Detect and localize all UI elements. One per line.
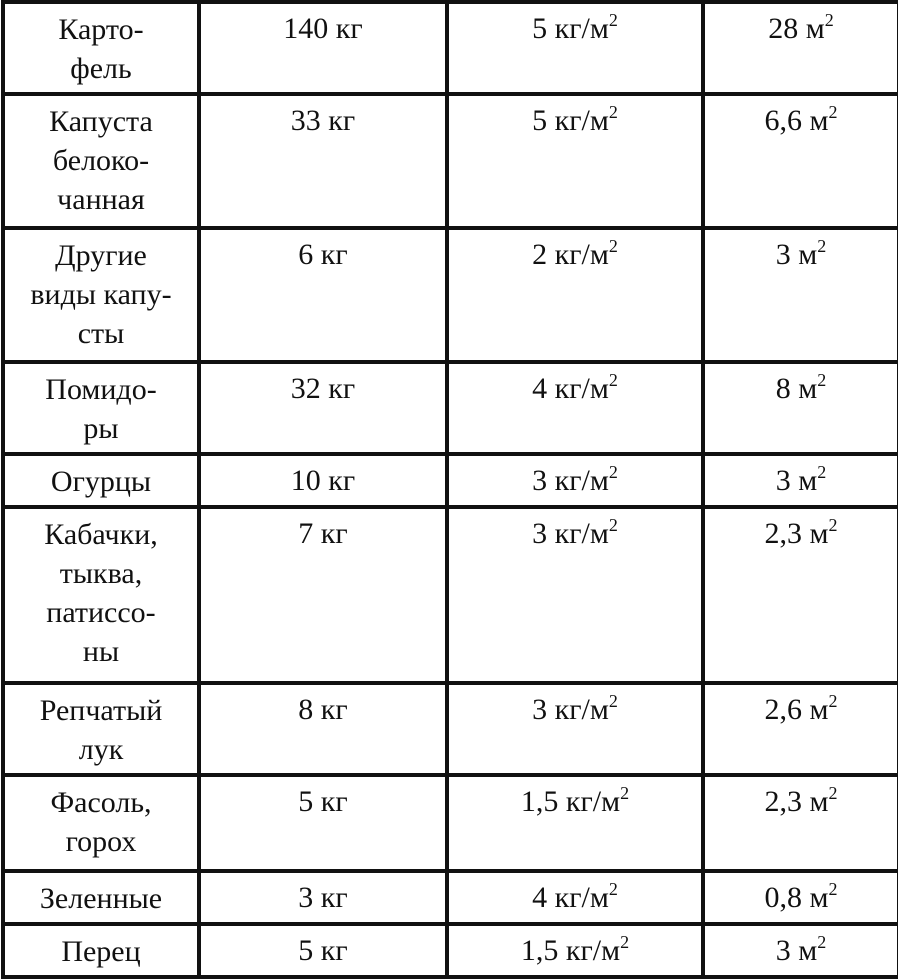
crop-name-cell [3, 871, 199, 924]
amount-value: 6 кг [298, 238, 348, 271]
amount-value: 5 кг [298, 785, 348, 818]
yield-exponent: 2 [608, 515, 618, 535]
crop-name-line: патиссо- [46, 596, 156, 629]
crop-name-line: тыква, [59, 557, 143, 590]
crop-name-cell [3, 924, 199, 977]
area-cell [703, 924, 898, 977]
yield-value: 5 кг/м [532, 104, 609, 137]
area-value: 2,3 м [764, 517, 829, 550]
area-value: 0,8 м [764, 881, 829, 914]
table-row [3, 2, 898, 94]
area-cell [703, 94, 898, 228]
area-exponent: 2 [817, 370, 827, 390]
area-cell [703, 683, 898, 775]
amount-cell [199, 94, 447, 228]
crop-name-line: Фасоль, [50, 786, 152, 819]
yield-value: 3 кг/м [532, 517, 609, 550]
area-value: 2,3 м [764, 785, 829, 818]
area-cell [703, 228, 898, 362]
table-row [3, 683, 898, 775]
area-exponent: 2 [828, 783, 838, 803]
area-exponent: 2 [828, 691, 838, 711]
area-exponent: 2 [817, 462, 827, 482]
amount-value: 8 кг [298, 693, 348, 726]
amount-value: 3 кг [298, 881, 348, 914]
yield-exponent: 2 [608, 879, 618, 899]
amount-cell [199, 507, 447, 683]
crop-name-cell [3, 362, 199, 454]
amount-value: 33 кг [290, 104, 356, 137]
yield-exponent: 2 [608, 691, 618, 711]
crop-name-cell [3, 454, 199, 507]
crop-name-line: Репчатый [39, 694, 163, 727]
amount-cell [199, 871, 447, 924]
yield-exponent: 2 [620, 783, 630, 803]
amount-value: 10 кг [290, 464, 356, 497]
yield-value: 4 кг/м [532, 881, 609, 914]
area-cell [703, 507, 898, 683]
crop-name-line: виды капу- [30, 278, 172, 311]
table-row [3, 94, 898, 228]
amount-cell [199, 2, 447, 94]
crop-name-line: Кабачки, [44, 518, 158, 551]
area-value: 2,6 м [764, 693, 829, 726]
amount-value: 32 кг [290, 372, 356, 405]
amount-value: 140 кг [283, 12, 363, 45]
table-row [3, 507, 898, 683]
area-exponent: 2 [824, 10, 834, 30]
area-exponent: 2 [828, 515, 838, 535]
crop-name-line: ры [83, 412, 119, 445]
area-value: 3 м [775, 464, 818, 497]
yield-cell [447, 507, 703, 683]
area-value: 8 м [775, 372, 818, 405]
area-cell [703, 362, 898, 454]
yield-cell [447, 871, 703, 924]
yield-cell [447, 94, 703, 228]
amount-cell [199, 775, 447, 871]
crop-name-line: фель [70, 52, 132, 85]
crop-name-line: сты [77, 317, 125, 350]
table-row [3, 228, 898, 362]
area-exponent: 2 [828, 102, 838, 122]
crop-name-cell [3, 775, 199, 871]
crop-name-cell [3, 507, 199, 683]
crop-name-line: лук [78, 733, 124, 766]
yield-cell [447, 924, 703, 977]
crop-name-cell [3, 683, 199, 775]
area-cell [703, 454, 898, 507]
yield-value: 1,5 кг/м [520, 785, 621, 818]
crop-name-line: ны [82, 635, 120, 668]
yield-exponent: 2 [620, 932, 630, 952]
crop-name-line: белоко- [52, 144, 150, 177]
yield-exponent: 2 [608, 370, 618, 390]
table-row [3, 924, 898, 977]
crop-table-body [3, 2, 898, 977]
crop-name-line: горох [65, 825, 137, 858]
crop-name-cell [3, 228, 199, 362]
area-exponent: 2 [817, 932, 827, 952]
crop-name-cell [3, 94, 199, 228]
amount-value: 5 кг [298, 934, 348, 967]
crop-name-line: Огурцы [50, 465, 152, 498]
yield-cell [447, 775, 703, 871]
area-value: 28 м [768, 12, 825, 45]
yield-exponent: 2 [608, 462, 618, 482]
table-row [3, 454, 898, 507]
table-row [3, 871, 898, 924]
yield-value: 2 кг/м [532, 238, 609, 271]
area-cell [703, 871, 898, 924]
yield-exponent: 2 [608, 102, 618, 122]
amount-cell [199, 362, 447, 454]
yield-value: 4 кг/м [532, 372, 609, 405]
yield-value: 1,5 кг/м [520, 934, 621, 967]
yield-cell [447, 228, 703, 362]
yield-cell [447, 454, 703, 507]
yield-value: 5 кг/м [532, 12, 609, 45]
table-row [3, 362, 898, 454]
yield-cell [447, 2, 703, 94]
area-cell [703, 2, 898, 94]
crop-area-table [1, 0, 898, 979]
crop-name-line: Зеленные [39, 882, 163, 915]
yield-exponent: 2 [608, 10, 618, 30]
crop-name-line: Перец [61, 935, 141, 968]
crop-name-line: Помидо- [45, 373, 157, 406]
crop-name-line: Другие [55, 239, 147, 272]
area-value: 3 м [775, 934, 818, 967]
area-exponent: 2 [817, 236, 827, 256]
area-cell [703, 775, 898, 871]
area-exponent: 2 [828, 879, 838, 899]
crop-name-line: Капуста [49, 105, 153, 138]
crop-name-cell [3, 2, 199, 94]
table-row [3, 775, 898, 871]
amount-cell [199, 228, 447, 362]
amount-value: 7 кг [298, 517, 348, 550]
yield-cell [447, 683, 703, 775]
yield-exponent: 2 [608, 236, 618, 256]
area-value: 6,6 м [764, 104, 829, 137]
yield-value: 3 кг/м [532, 464, 609, 497]
crop-name-line: чанная [57, 183, 145, 216]
amount-cell [199, 683, 447, 775]
amount-cell [199, 454, 447, 507]
yield-value: 3 кг/м [532, 693, 609, 726]
area-value: 3 м [775, 238, 818, 271]
amount-cell [199, 924, 447, 977]
crop-name-line: Карто- [58, 13, 144, 46]
yield-cell [447, 362, 703, 454]
